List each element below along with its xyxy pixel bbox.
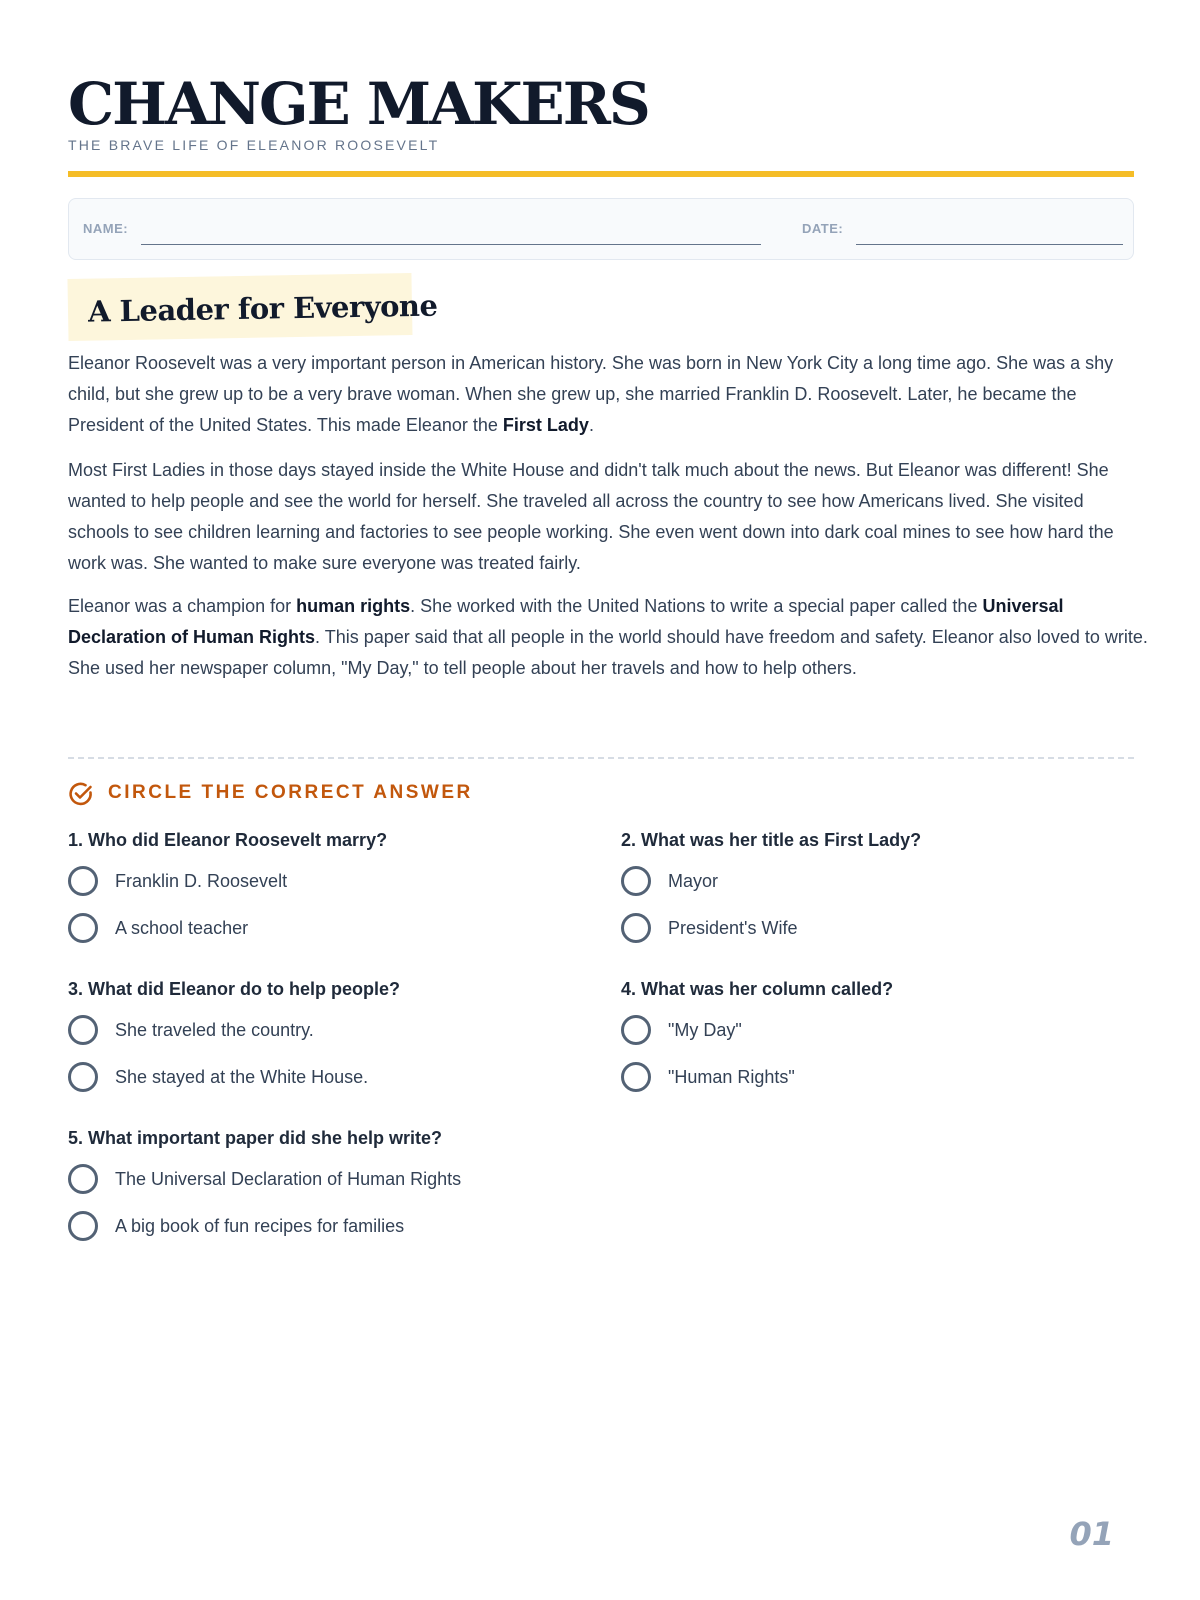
section-heading: A Leader for Everyone [67,273,412,341]
reading-paragraph-2: Most First Ladies in those days stayed inside the White House and didn't talk much about the news. But Eleanor was different! She wanted to help people and see the world for herself. She traveled all across the country to see how Americans lived. She visited schools to see children learning and factories to see people working. She even went down into dark coal mines to see how hard the work was. She wanted to make sure everyone was treated fairly. [68,460,1114,573]
answer-circle[interactable] [68,1211,98,1241]
answer-circle[interactable] [68,1062,98,1092]
section-divider [68,757,1134,759]
answer-circle[interactable] [621,913,651,943]
answer-label: She traveled the country. [115,1020,314,1040]
question-text: 4. What was her column called? [621,979,894,999]
date-field[interactable] [856,244,1123,245]
answer-circle[interactable] [621,1062,651,1092]
reading-paragraph-3: Eleanor was a champion for human rights. She worked with the United Nations to write a special paper called the Universal Declaration of Human Rights. This paper said that all people in the world should have freedom and safety. Eleanor also loved to write. She used her newspaper column, "My Day," to tell people about her travels and how to help others. [68,596,1148,678]
question-4 [621,977,1121,1087]
answer-label: "Human Rights" [668,1067,795,1087]
answer-option[interactable] [621,1015,1121,1047]
answer-circle[interactable] [68,1164,98,1194]
bold-term: First Lady [502,415,589,435]
answer-circle[interactable] [68,1015,98,1045]
answer-label: "My Day" [668,1020,742,1040]
question-text: 1. Who did Eleanor Roosevelt marry? [68,830,388,850]
check-circle-icon [68,781,94,807]
page-title: CHANGE MAKERS [68,70,649,138]
answer-circle[interactable] [68,866,98,896]
answer-option[interactable] [68,1164,568,1196]
question-text: 3. What did Eleanor do to help people? [68,979,401,999]
answer-option[interactable] [621,1062,1121,1094]
bold-term: Universal Declaration of Human Rights [68,596,1064,647]
answer-option[interactable] [68,1015,568,1047]
answer-label: A big book of fun recipes for families [115,1216,405,1236]
answer-label: President's Wife [668,918,798,938]
name-label: NAME: [83,221,129,236]
answer-circle[interactable] [621,1015,651,1045]
page-number: 01 [1069,1515,1114,1553]
name-field[interactable] [141,244,761,245]
date-label: DATE: [802,221,844,236]
quiz-instruction-text: CIRCLE THE CORRECT ANSWER [108,782,473,803]
question-text: 5. What important paper did she help write? [68,1128,443,1148]
answer-option[interactable] [621,913,1121,945]
answer-label: A school teacher [115,918,249,938]
answer-option[interactable] [68,866,568,898]
title-underline [68,171,1134,177]
answer-label: Mayor [668,871,719,891]
answer-circle[interactable] [68,913,98,943]
question-5 [68,1126,568,1236]
bold-term: human rights [296,596,411,616]
question-3 [68,977,568,1087]
question-1 [68,828,568,938]
question-text: 2. What was her title as First Lady? [621,830,922,850]
answer-option[interactable] [621,866,1121,898]
question-2 [621,828,1121,938]
page-subtitle: THE BRAVE LIFE OF ELEANOR ROOSEVELT [68,137,440,153]
answer-circle[interactable] [621,866,651,896]
worksheet-page [68,0,1148,1600]
name-date-box [68,198,1134,260]
answer-label: The Universal Declaration of Human Rights [115,1169,462,1189]
answer-label: Franklin D. Roosevelt [115,871,288,891]
answer-option[interactable] [68,913,568,945]
answer-option[interactable] [68,1211,568,1243]
reading-paragraph-1: Eleanor Roosevelt was a very important person in American history. She was born in New York City a long time ago. She was a shy child, but she grew up to be a very brave woman. When she grew up, she married Franklin D. Roosevelt. Later, he became the President of the United States. This made Eleanor the First Lady. [68,353,1114,435]
answer-label: She stayed at the White House. [115,1067,369,1087]
answer-option[interactable] [68,1062,568,1094]
